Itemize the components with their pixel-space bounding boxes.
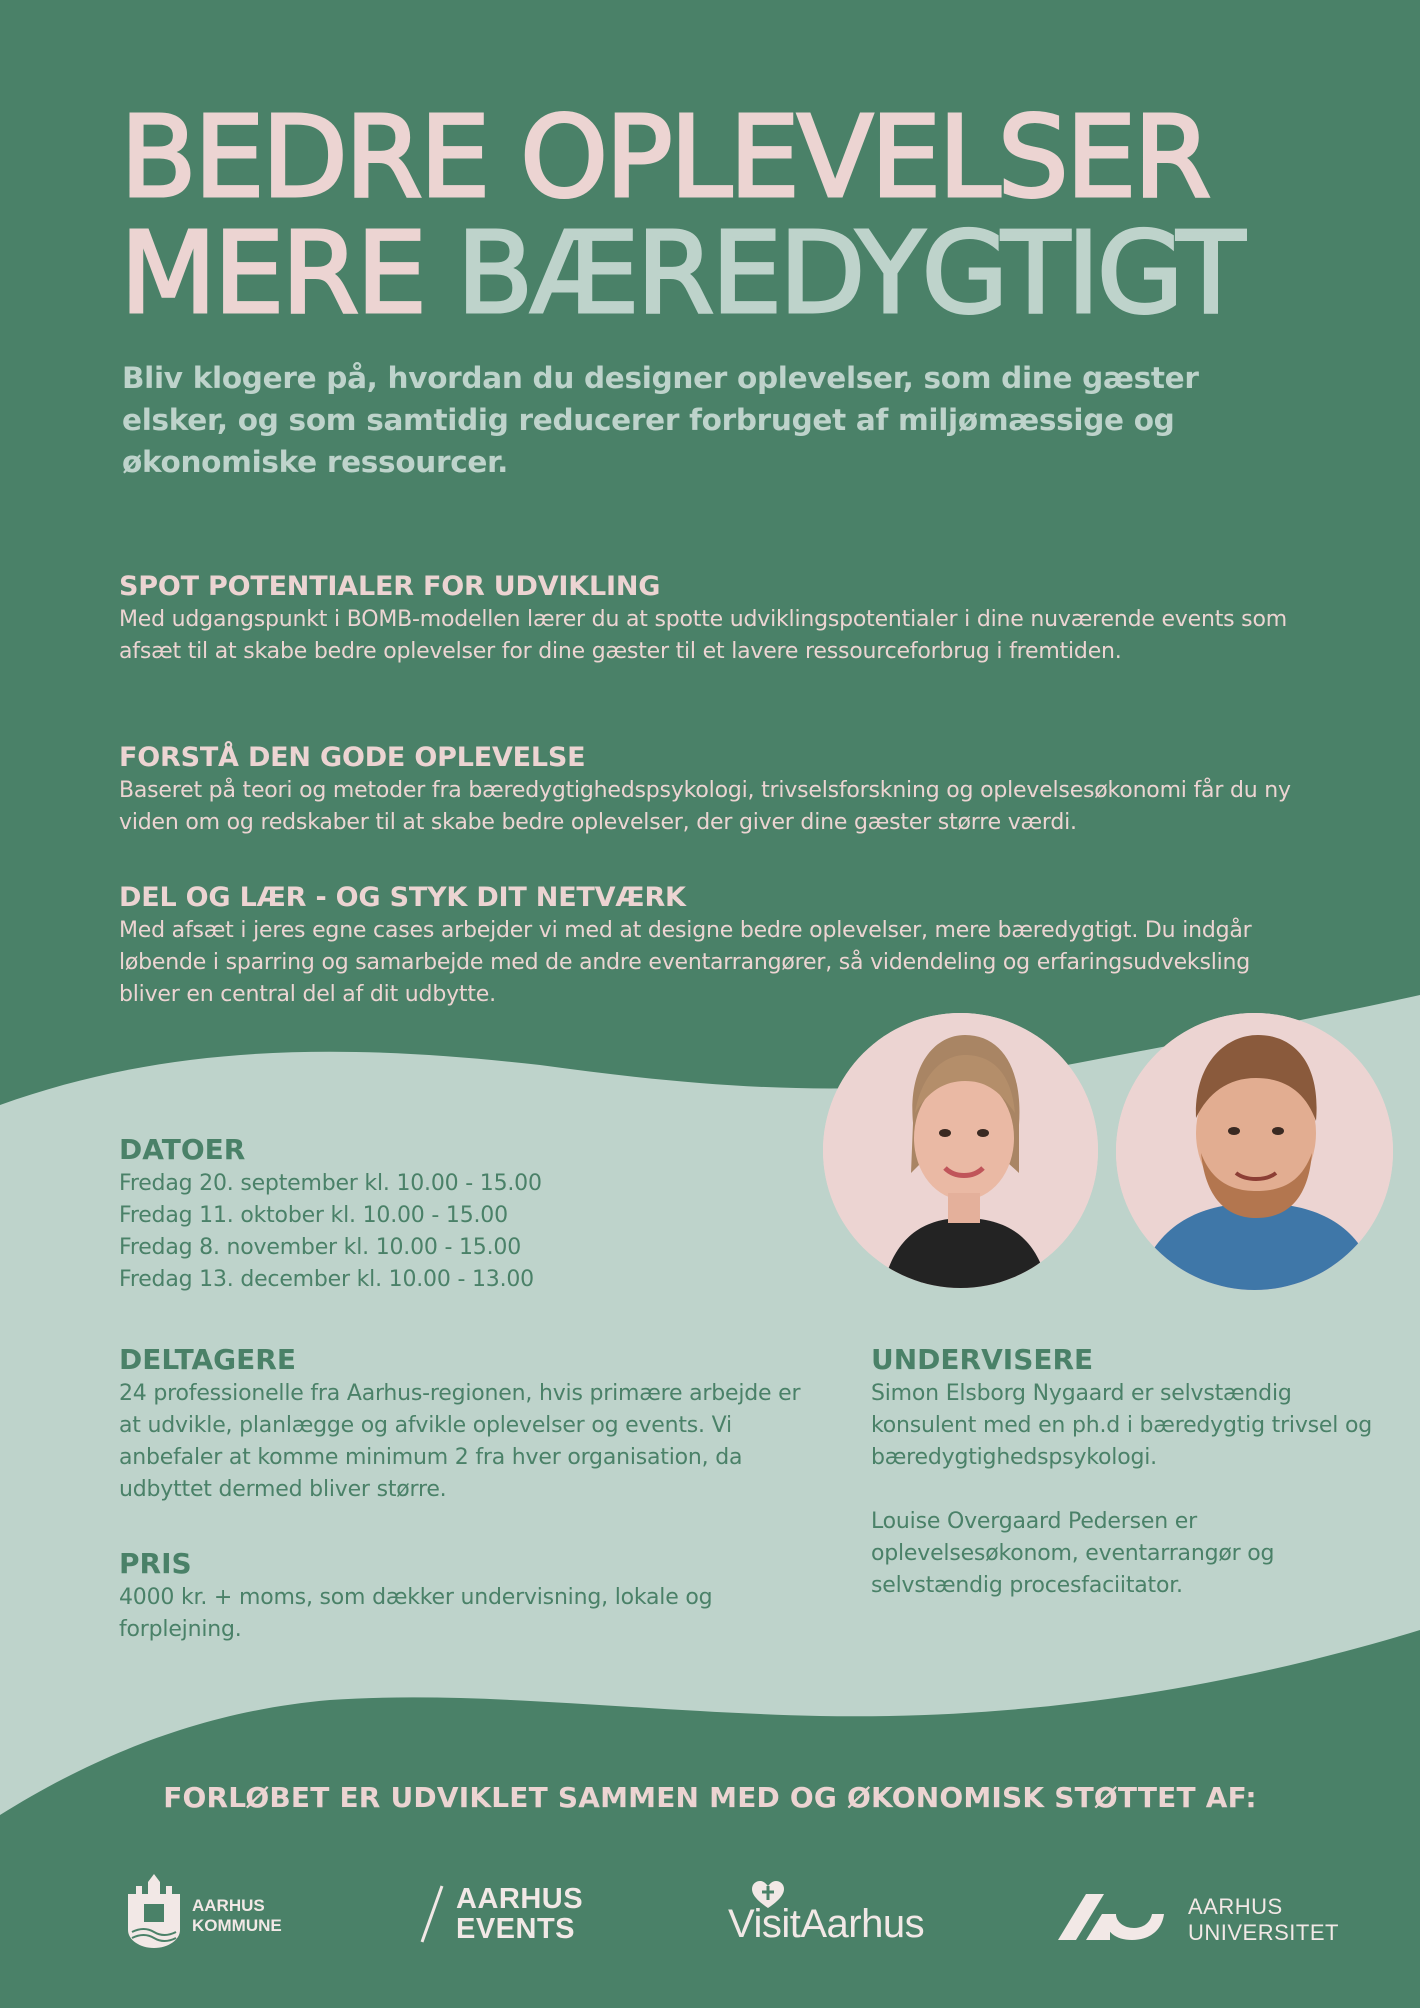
- headline-baeredygtigt: BÆREDYGTIGT: [456, 209, 1243, 339]
- section-forsta-oplevelse: [119, 741, 1339, 839]
- kommune-line-1: AARHUS: [192, 1896, 265, 1915]
- aarhus-events-slash-icon: [418, 1884, 446, 1944]
- participants-body: 24 professionelle fra Aarhus-regionen, hvis primære arbejde er at udvikle, planlægge og afvikle oplevelser og events. Vi anbefaler at komme minimum 2 fra hver organisation, da udbyttet dermed bliver større.: [119, 1381, 801, 1502]
- universitet-line-1: AARHUS: [1188, 1894, 1283, 1919]
- teacher-louise: Louise Overgaard Pedersen er oplevelsesøkonom, eventarrangør og selvstændig procesfaciitator.: [871, 1509, 1275, 1598]
- kommune-line-2: KOMMUNE: [192, 1916, 282, 1935]
- section-heading: FORSTÅ DEN GODE OPLEVELSE: [119, 742, 586, 773]
- date-item: Fredag 20. september kl. 10.00 - 15.00: [119, 1171, 542, 1196]
- section-heading: DEL OG LÆR - OG STYK DIT NETVÆRK: [119, 882, 686, 913]
- portrait-simon-image: [1116, 1013, 1393, 1290]
- dates-heading: DATOER: [119, 1133, 246, 1166]
- teachers-block: [871, 1342, 1401, 1602]
- headline-line-2: [120, 209, 1243, 339]
- aarhus-kommune-emblem-icon: [124, 1872, 184, 1952]
- visitaarhus-wordmark: VisitAarhus: [728, 1902, 925, 1946]
- section-spot-potentialer: [119, 570, 1339, 668]
- section-del-og-laer: [119, 881, 1299, 1011]
- section-body: Med udgangspunkt i BOMB-modellen lærer du at spotte udviklingspotentialer i dine nuværende events som afsæt til at skabe bedre oplevelser for dine gæster til et lavere ressourceforbrug i fremtiden.: [119, 607, 1287, 664]
- participants-block: [119, 1342, 809, 1506]
- universitet-line-2: UNIVERSITET: [1188, 1920, 1339, 1945]
- price-body: 4000 kr. + moms, som dækker undervisning, lokale og forplejning.: [119, 1585, 713, 1642]
- date-item: Fredag 13. december kl. 10.00 - 13.00: [119, 1267, 534, 1292]
- portrait-louise-image: [823, 1013, 1098, 1288]
- aarhus-universitet-mark-icon: [1056, 1892, 1166, 1944]
- intro-text: Bliv klogere på, hvordan du designer oplevelser, som dine gæster elsker, og som samtidig reducerer forbruget af miljømæssige og økonomiske ressourcer.: [122, 361, 1199, 479]
- logo-visitaarhus: [728, 1880, 948, 1950]
- section-body: Med afsæt i jeres egne cases arbejder vi med at designe bedre oplevelser, mere bæredygtigt. Du indgår løbende i sparring og samarbejde med de andre eventarrangører, så videndeling og erfaringsudveksling bliver en central del af dit udbytte.: [119, 918, 1252, 1007]
- teachers-heading: UNDERVISERE: [871, 1343, 1094, 1376]
- portrait-louise: [823, 1013, 1098, 1288]
- headline-mere: MERE: [120, 209, 457, 339]
- teacher-simon: Simon Elsborg Nygaard er selvstændig konsulent med en ph.d i bæredygtig trivsel og bæredygtighedspsykologi.: [871, 1381, 1372, 1470]
- date-item: Fredag 11. oktober kl. 10.00 - 15.00: [119, 1203, 508, 1228]
- date-item: Fredag 8. november kl. 10.00 - 15.00: [119, 1235, 521, 1260]
- logo-aarhus-events: [418, 1884, 608, 1946]
- dates-block: [119, 1132, 719, 1296]
- headline-line-1: BEDRE OPLEVELSER: [120, 93, 1209, 223]
- footer-title: FORLØBET ER UDVIKLET SAMMEN MED OG ØKONOMISK STØTTET AF:: [163, 1781, 1257, 1814]
- section-body: Baseret på teori og metoder fra bæredygtighedspsykologi, trivselsforskning og oplevelsesøkonomi får du ny viden om og redskaber til at skabe bedre oplevelser, der giver dine gæster større værdi.: [119, 778, 1291, 835]
- price-heading: PRIS: [119, 1547, 192, 1580]
- logo-aarhus-universitet: [1056, 1888, 1339, 1948]
- section-heading: SPOT POTENTIALER FOR UDVIKLING: [119, 571, 661, 602]
- price-block: [119, 1546, 779, 1646]
- portrait-simon: [1116, 1013, 1393, 1290]
- events-line-1: AARHUS: [456, 1883, 584, 1915]
- events-line-2: EVENTS: [456, 1913, 576, 1945]
- logo-aarhus-kommune: [124, 1872, 304, 1952]
- participants-heading: DELTAGERE: [119, 1343, 296, 1376]
